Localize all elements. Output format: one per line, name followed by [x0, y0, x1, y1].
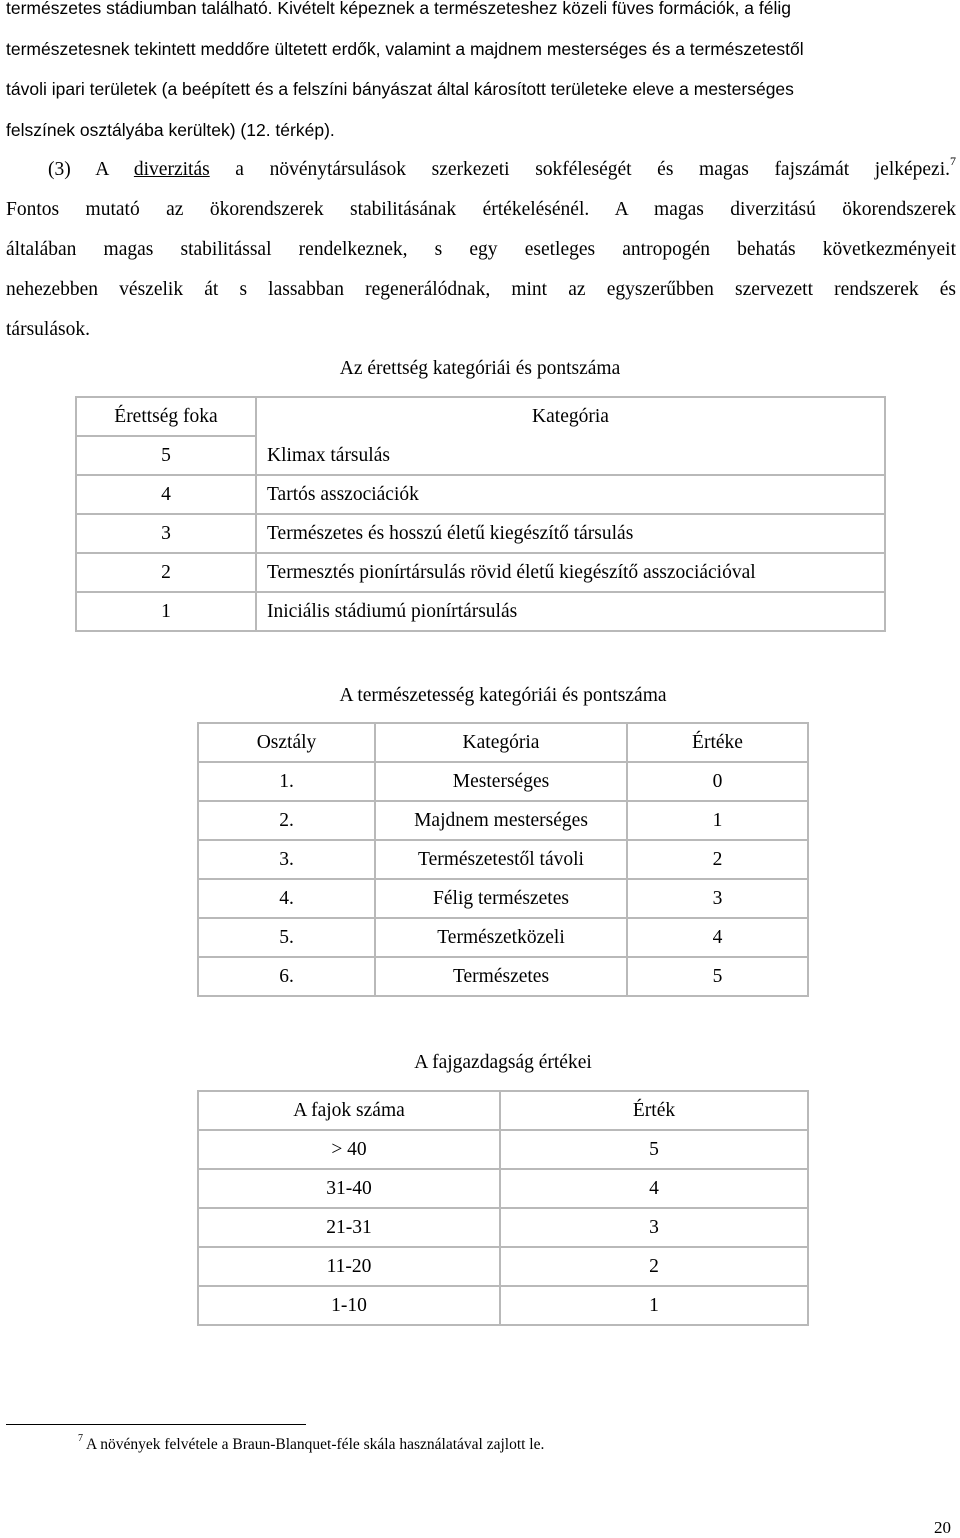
species-richness-table — [197, 1090, 809, 1326]
table-cell: 11-20 — [198, 1247, 500, 1286]
table-cell: 4 — [627, 918, 808, 957]
footnote-text: A növények felvétele a Braun-Blanquet-féle skála használatával zajlott le. — [86, 1436, 545, 1453]
table-cell: 21-31 — [198, 1208, 500, 1247]
table-row — [198, 1169, 808, 1208]
table-row — [198, 1247, 808, 1286]
table-cell: Félig természetes — [375, 879, 627, 918]
table-header-cell: Érték — [500, 1091, 808, 1130]
footnote-reference: 7 — [950, 154, 957, 168]
paragraph-text: a növénytársulások szerkezeti sokféleségét és magas fajszámát jelképezi. — [209, 159, 951, 180]
table-cell: 3 — [500, 1208, 808, 1247]
paragraph-diversity — [6, 150, 956, 350]
table-cell: 1 — [76, 592, 256, 631]
paragraph-intro — [6, 0, 956, 150]
table-row — [76, 553, 885, 592]
table-row — [198, 918, 808, 957]
table-row — [76, 475, 885, 514]
table-row — [198, 801, 808, 840]
table-cell: 2 — [627, 840, 808, 879]
table-cell: 1 — [500, 1286, 808, 1325]
table-cell: 5 — [76, 436, 256, 475]
table-row — [198, 840, 808, 879]
table-cell: 3. — [198, 840, 375, 879]
table-cell: Természetes és hosszú életű kiegészítő társulás — [256, 514, 885, 553]
table-cell: 31-40 — [198, 1169, 500, 1208]
table-row — [76, 592, 885, 631]
table-row — [198, 1208, 808, 1247]
table-cell: Termesztés pionírtársulás rövid életű kiegészítő asszociációval — [256, 553, 885, 592]
table-header-cell: Osztály — [198, 723, 375, 762]
table-cell: 0 — [627, 762, 808, 801]
table-header-cell: A fajok száma — [198, 1091, 500, 1130]
paragraph-line: felszínek osztályába kerültek) (12. térkép). — [6, 119, 335, 140]
table-cell: Tartós asszociációk — [256, 475, 885, 514]
table-cell: Majdnem mesterséges — [375, 801, 627, 840]
table-cell: 3 — [627, 879, 808, 918]
paragraph-line: természetesnek tekintett meddőre ültetett erdők, valamint a majdnem mesterséges és a természetestől — [6, 38, 804, 59]
table-cell: 2 — [76, 553, 256, 592]
table-cell: 1-10 — [198, 1286, 500, 1325]
table-cell: 4. — [198, 879, 375, 918]
paragraph-line: társulások. — [6, 319, 90, 340]
table-cell: 1 — [627, 801, 808, 840]
table-cell: 4 — [500, 1169, 808, 1208]
table-header-cell: Értéke — [627, 723, 808, 762]
paragraph-line: természetes stádiumban található. Kivételt képeznek a természeteshez közeli füves formációk, a félig — [6, 0, 791, 18]
page-number: 20 — [934, 1518, 951, 1537]
table-cell: 5 — [500, 1130, 808, 1169]
table-row — [76, 436, 885, 475]
naturalness-table — [197, 722, 809, 997]
table-cell: Természetestől távoli — [375, 840, 627, 879]
table-cell: > 40 — [198, 1130, 500, 1169]
paragraph-prefix: (3) A — [48, 159, 134, 180]
table-cell: Természetközeli — [375, 918, 627, 957]
table-row — [198, 879, 808, 918]
table-header-cell: Kategória — [256, 397, 885, 436]
maturity-table — [75, 396, 886, 632]
table-header-row — [76, 397, 885, 436]
table-header-row — [198, 723, 808, 762]
footnote — [78, 1433, 545, 1454]
table-row — [198, 957, 808, 996]
table-cell: Természetes — [375, 957, 627, 996]
table-cell: 2 — [500, 1247, 808, 1286]
paragraph-line: nehezebben vészelik át s lassabban regenerálódnak, mint az egyszerűbben szervezett rendszerek és — [6, 279, 956, 300]
table-cell: 5 — [627, 957, 808, 996]
table-cell: 4 — [76, 475, 256, 514]
paragraph-line: távoli ipari területek (a beépített és a felszíni bányászat által károsított területeke eleve a mesterséges — [6, 79, 794, 99]
table-header-cell: Érettség foka — [76, 397, 256, 436]
maturity-table-caption: Az érettség kategóriái és pontszáma — [339, 358, 621, 379]
naturalness-table-caption: A természetesség kategóriái és pontszáma — [339, 685, 667, 706]
table-cell: 6. — [198, 957, 375, 996]
footnote-separator — [6, 1424, 306, 1425]
diversity-term: diverzitás — [133, 159, 210, 180]
table-row — [76, 514, 885, 553]
paragraph-line — [6, 150, 956, 190]
table-cell: 1. — [198, 762, 375, 801]
species-richness-table-caption: A fajgazdagság értékei — [414, 1052, 592, 1073]
paragraph-line: általában magas stabilitással rendelkeznek, s egy esetleges antropogén behatás következményeit — [6, 239, 956, 260]
table-cell: 5. — [198, 918, 375, 957]
table-header-cell: Kategória — [375, 723, 627, 762]
table-cell: Iniciális stádiumú pionírtársulás — [256, 592, 885, 631]
table-header-row — [198, 1091, 808, 1130]
table-row — [198, 1130, 808, 1169]
table-cell: 2. — [198, 801, 375, 840]
table-cell: 3 — [76, 514, 256, 553]
table-cell: Mesterséges — [375, 762, 627, 801]
paragraph-line: Fontos mutató az ökorendszerek stabilitásának értékelésénél. A magas diverzitású ökorendszerek — [6, 199, 956, 220]
footnote-number: 7 — [78, 1433, 83, 1444]
table-row — [198, 1286, 808, 1325]
table-row — [198, 762, 808, 801]
table-cell: Klimax társulás — [256, 436, 885, 475]
